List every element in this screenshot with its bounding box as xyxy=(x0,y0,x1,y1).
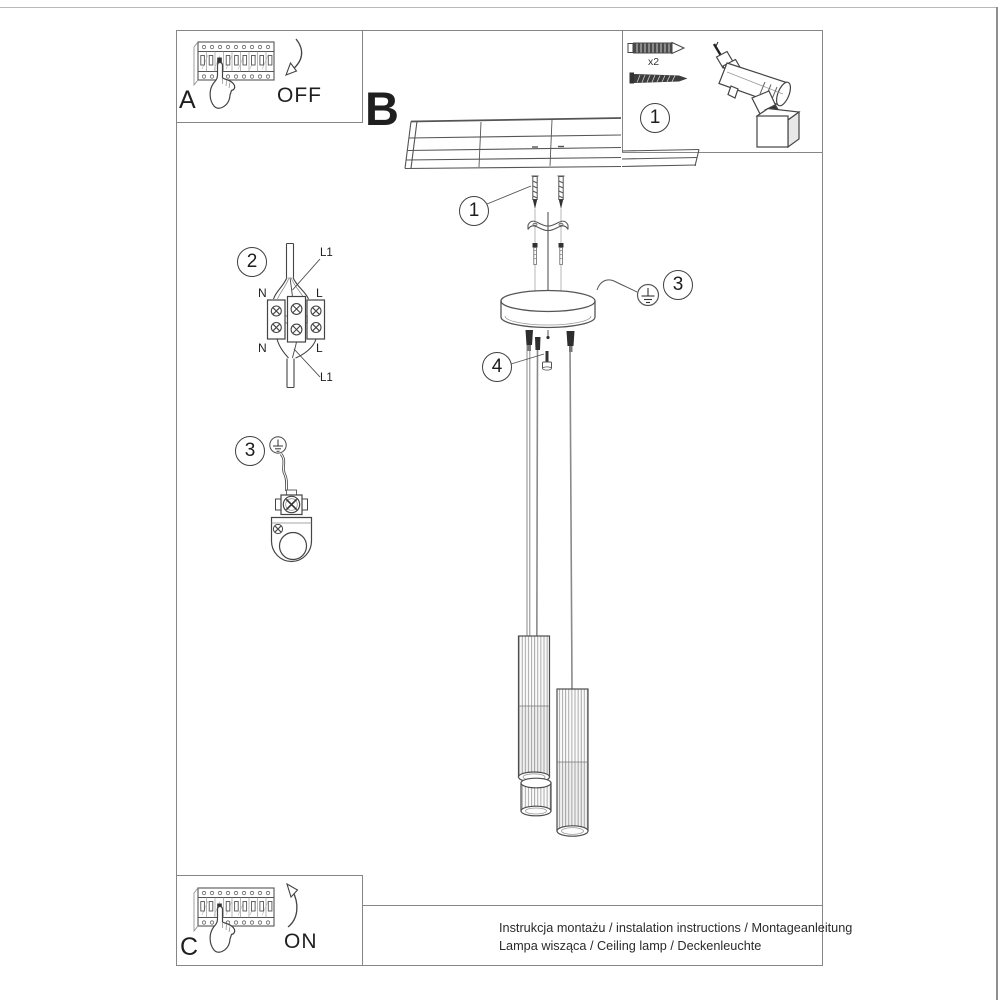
step-badge-ground-detail: 3 xyxy=(235,436,265,466)
on-label: ON xyxy=(284,930,318,953)
canopy-icon xyxy=(501,291,595,353)
pendant-shade-back-icon xyxy=(519,636,550,782)
section-letter-b: B xyxy=(365,82,399,135)
wiring-diagram-icon xyxy=(268,244,325,388)
step-badge-parts: 1 xyxy=(640,103,670,133)
wire-label-n-top: N xyxy=(258,286,267,300)
pendant-shade-right-icon xyxy=(557,689,588,836)
wire-label-l-top: L xyxy=(316,286,323,300)
drill-icon xyxy=(714,42,799,147)
grip-screw-icon xyxy=(511,351,552,370)
footer-line-1: Instrukcja montażu / instalation instructions / Montageanleitung xyxy=(499,921,853,935)
step-badge-anchor-screws: 1 xyxy=(459,196,489,226)
cord-grip-icon xyxy=(535,337,541,350)
earth-symbol-icon xyxy=(597,280,659,306)
arrow-up-icon xyxy=(287,884,298,927)
off-label: OFF xyxy=(277,84,322,107)
wire-label-l1-bottom: L1 xyxy=(320,372,333,384)
step-badge-cord-grip: 4 xyxy=(482,352,512,382)
cord-grip-icon xyxy=(567,331,575,346)
footer-line-2: Lampa wisząca / Ceiling lamp / Deckenleuchte xyxy=(499,939,762,953)
wall-plug-icon xyxy=(628,43,684,54)
earth-clamp-diagram-icon xyxy=(270,437,312,562)
dowel-qty-label: x2 xyxy=(648,56,660,68)
arrow-down-icon xyxy=(286,39,302,75)
wire-label-l1-top: L1 xyxy=(320,247,333,259)
section-letter-c: C xyxy=(180,933,199,961)
wire-label-n-bottom: N xyxy=(258,341,267,355)
step-badge-wiring: 2 xyxy=(237,247,267,277)
step-badge-ground-main: 3 xyxy=(663,270,693,300)
mounting-screw-icon xyxy=(630,73,688,84)
wire-label-l-bottom: L xyxy=(316,341,323,355)
cord-grip-icon xyxy=(526,330,534,345)
pendant-shade-front-icon xyxy=(521,778,551,816)
section-letter-a: A xyxy=(179,86,196,114)
anchor-screws-icon xyxy=(487,176,565,243)
